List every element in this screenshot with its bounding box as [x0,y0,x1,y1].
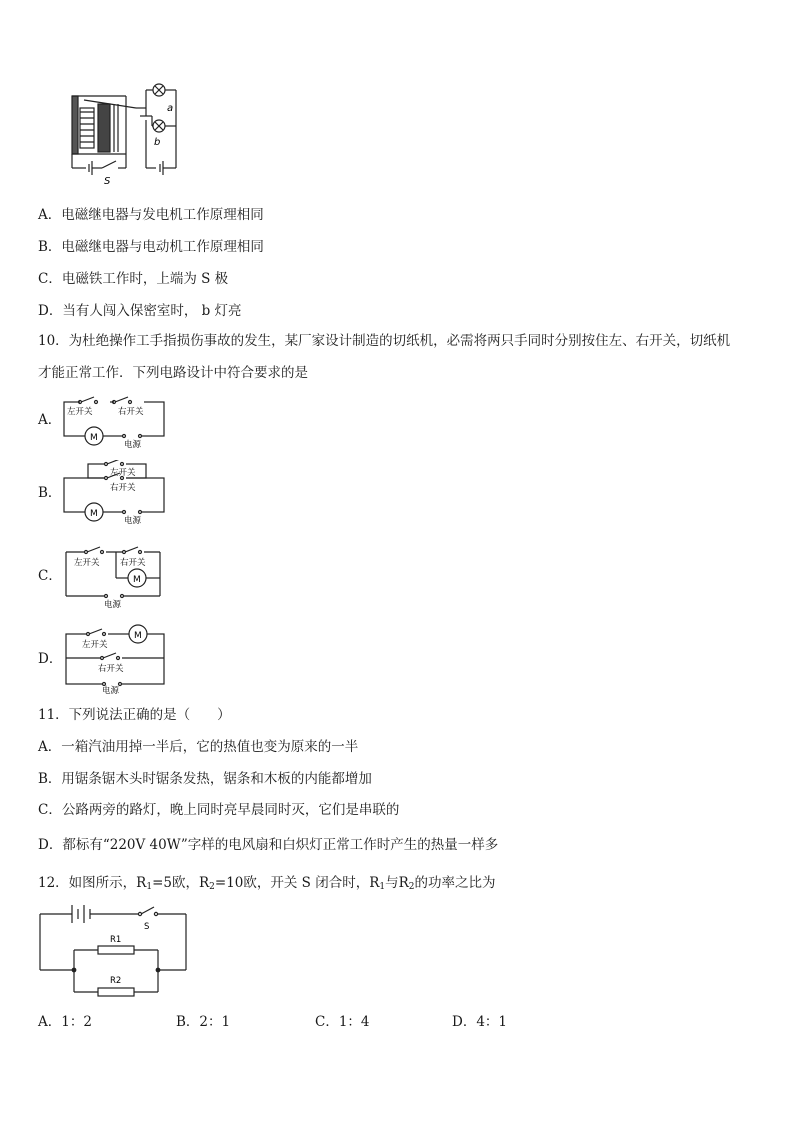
q12-stem-post: 的功率之比为 [414,875,496,891]
d-motor-label: M [134,631,142,641]
q12-stem-pre: 12．如图所示，R [38,875,147,891]
q11-stem: 11．下列说法正确的是（ ） [38,707,231,723]
q10-option-d-label: D． [38,651,63,667]
b-motor-label: M [90,509,98,519]
q10-circuit-d [60,622,170,694]
q12-stem-mid3: 与R [385,875,409,891]
label-b: b [154,137,161,148]
c-power-label: 电源 [104,600,122,610]
a-power-label: 电源 [124,440,142,448]
q11-option-c: C．公路两旁的路灯，晚上同时亮早晨同时灭，它们是串联的 [38,802,400,818]
q9-option-c: C．电磁铁工作时，上端为 S 极 [38,271,229,287]
q12-sub4: 2 [408,882,415,892]
b-power-label: 电源 [124,516,142,526]
q12-sub1: 1 [146,882,153,892]
q9-option-a: A．电磁继电器与发电机工作原理相同 [38,207,264,223]
c-motor-label: M [133,575,141,585]
q12-option-d: D．4：1 [452,1014,508,1030]
q10-circuit-b [60,460,170,526]
q10-circuit-c [60,544,170,610]
q12-stem [38,874,496,896]
q12-r1-label: R1 [110,935,122,945]
q10-stem-line2: 才能正常工作．下列电路设计中符合要求的是 [38,365,308,381]
q9-option-b: B．电磁继电器与电动机工作原理相同 [38,239,264,255]
q12-stem-mid2: =10欧，开关 S 闭合时，R [214,875,380,891]
q12-circuit-figure [38,902,188,998]
q12-option-c: C．1：4 [315,1014,370,1030]
q10-option-b-label: B． [38,485,62,501]
relay-circuit-figure [64,78,194,190]
q12-r2-label: R2 [110,976,122,986]
q11-option-a: A．一箱汽油用掉一半后，它的热值也变为原来的一半 [38,739,359,755]
q10-option-a-label: A． [38,412,62,428]
q12-stem-mid1: =5欧，R [152,875,210,891]
label-a: a [167,103,174,114]
q11-option-b: B．用锯条锯木头时锯条发热，锯条和木板的内能都增加 [38,771,372,787]
a-motor-label: M [90,433,98,443]
q12-option-b: B．2：1 [176,1014,231,1030]
d-right-switch-label: 右开关 [98,664,124,674]
b-right-switch-label: 右开关 [110,483,136,493]
d-power-label: 电源 [102,686,120,694]
q11-option-d: D．都标有“220V 40W”字样的电风扇和白炽灯正常工作时产生的热量一样多 [38,837,499,853]
c-left-switch-label: 左开关 [74,558,100,568]
a-right-switch-label: 右开关 [118,407,144,417]
q10-option-c-label: C． [38,568,62,584]
b-left-switch-label: 左开关 [110,468,136,478]
a-left-switch-label: 左开关 [67,407,93,417]
label-s: S [104,176,111,187]
q10-stem-line1: 10．为杜绝操作工手指损伤事故的发生，某厂家设计制造的切纸机，必需将两只手同时分别按住左、右开关，切纸机 [38,333,731,349]
q12-option-a: A．1：2 [38,1014,92,1030]
d-left-switch-label: 左开关 [82,640,108,650]
q12-switch-label: S [144,922,150,932]
q9-option-d: D．当有人闯入保密室时， b 灯亮 [38,303,242,319]
q12-sub2: 2 [209,882,215,892]
c-right-switch-label: 右开关 [120,558,146,568]
q10-circuit-a [60,396,170,448]
q12-sub3: 1 [379,882,386,892]
